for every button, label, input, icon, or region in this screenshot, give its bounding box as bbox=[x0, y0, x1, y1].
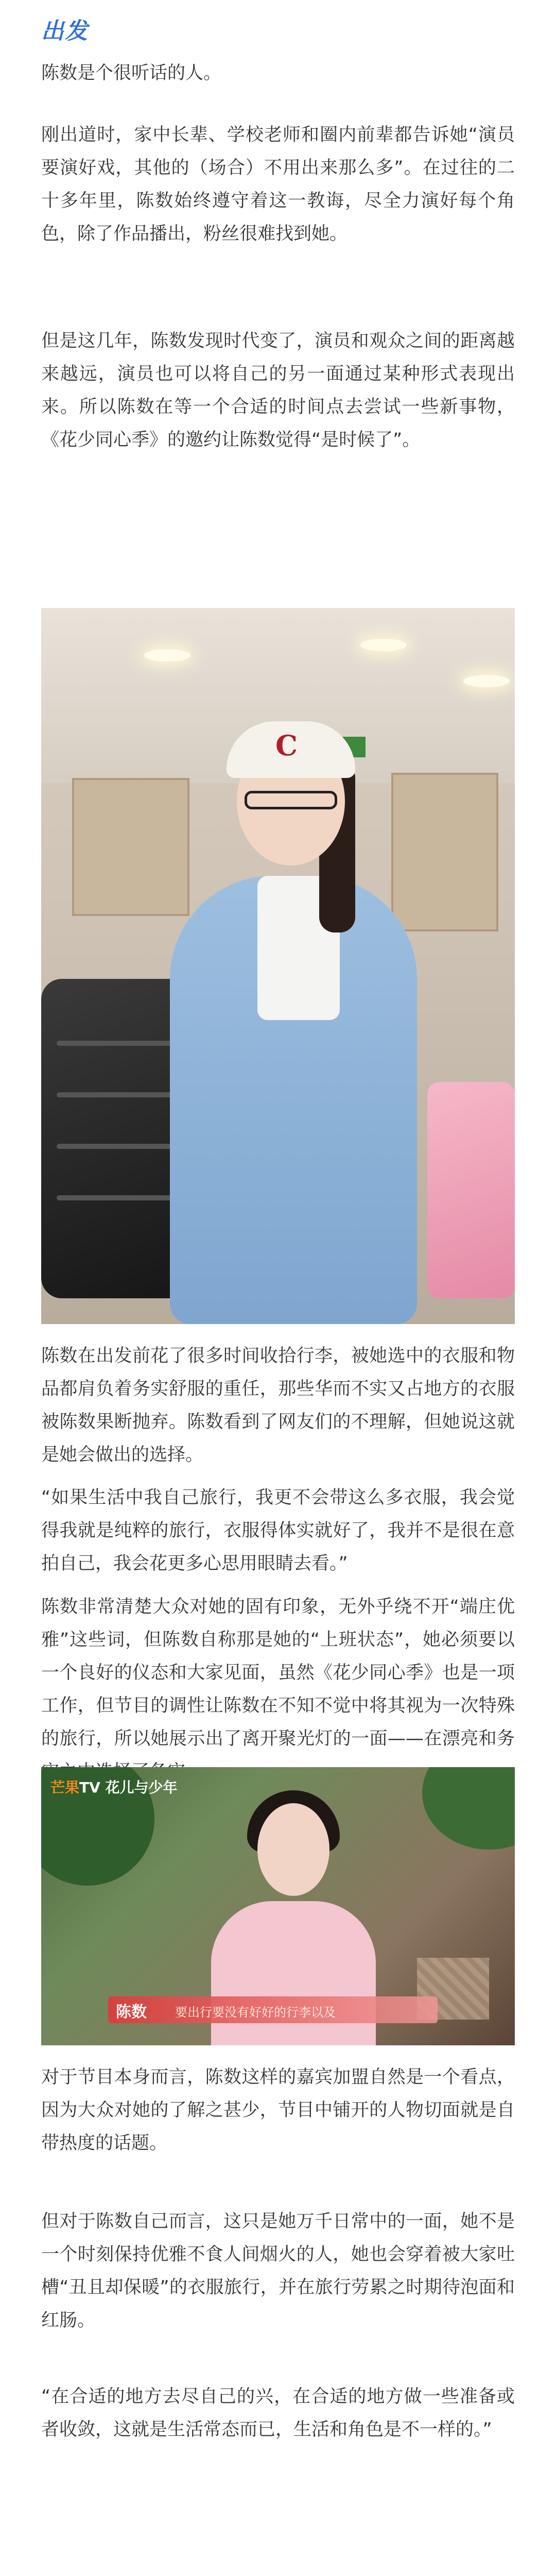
cap-logo: C bbox=[275, 729, 298, 762]
wall-panel bbox=[391, 773, 498, 931]
paragraph-7: 对于节目本身而言，陈数这样的嘉宾加盟自然是一个看点，因为大众对她的了解之甚少，节目中铺开的人物切面就是自带热度的话题。 bbox=[41, 2067, 515, 2154]
caption-name: 陈数 bbox=[116, 2003, 147, 2021]
section-title: 出发 bbox=[41, 18, 89, 44]
person-face bbox=[257, 1803, 329, 1896]
paragraph-4: 陈数在出发前花了很多时间收拾行李，被她选中的衣服和物品都肩负着务实舒服的重任，那些华而不实又占地方的衣服被陈数果断抛弃。陈数看到了网友们的不理解，但她说这就是她会做出的选择。 bbox=[41, 1346, 515, 1465]
paragraph-1: 陈数是个很听话的人。 bbox=[41, 63, 222, 83]
person-blouse bbox=[211, 1901, 376, 2045]
ceiling-lamp bbox=[360, 639, 407, 651]
paragraph-2: 刚出道时，家中长辈、学校老师和圈内前辈都告诉她“演员要演好戏，其他的（场合）不用出来那么多”。在过往的二十多年里，陈数始终遵守着这一教诲，尽全力演好每个角色，除了作品播出，粉丝很难找到她。 bbox=[41, 125, 515, 244]
caption-text: 要出行要没有好好的行李以及 bbox=[175, 2005, 336, 2020]
ceiling-lamp bbox=[463, 675, 510, 687]
pink-suitcase bbox=[427, 1082, 515, 1298]
glasses-icon bbox=[245, 791, 337, 809]
paragraph-9: “在合适的地方去尽自己的兴，在合适的地方做一些准备或者收敛，这就是生活常态而已，生活和角色是不一样的。” bbox=[41, 2386, 515, 2440]
ceiling-lamp bbox=[144, 649, 190, 662]
tv-logo: 芒果TV 花儿与少年 bbox=[50, 1779, 178, 1796]
paragraph-5: “如果生活中我自己旅行，我更不会带这么多衣服，我会觉得我就是纯粹的旅行，衣服得体实就好了，我并不是很在意拍自己，我会花更多心思用眼睛去看。” bbox=[41, 1487, 515, 1574]
plant bbox=[422, 1767, 515, 1850]
wall-panel bbox=[72, 778, 189, 916]
interview-photo bbox=[41, 1767, 515, 2045]
airport-photo bbox=[41, 608, 515, 1324]
paragraph-6: 陈数非常清楚大众对她的固有印象，无外乎绕不开“端庄优雅”这些词，但陈数自称那是她的“上班状态”，她必须要以一个良好的仪态和大家见面，虽然《花少同心季》也是一项工作，但节目的调性让陈数在不知不觉中将其视为一次特殊的旅行，所以她展示出了离开聚光灯的一面——在漂亮和务 bbox=[41, 1597, 515, 1749]
paragraph-8: 但对于陈数自己而言，这只是她万千日常中的一面，她不是一个时刻保持优雅不食人间烟火的人，她也会穿着被大家吐槽“丑且却保暖”的衣服旅行，并在旅行劳累之时期待泡面和红肠。 bbox=[41, 2211, 515, 2331]
paragraph-3: 但是这几年，陈数发现时代变了，演员和观众之间的距离越来越远，演员也可以将自己的另一面通过某种形式表现出来。所以陈数在等一个合适的时间点去尝试一些新事物，《花少同心季》的邀约让陈数觉得“是时候了”。 bbox=[41, 331, 515, 450]
